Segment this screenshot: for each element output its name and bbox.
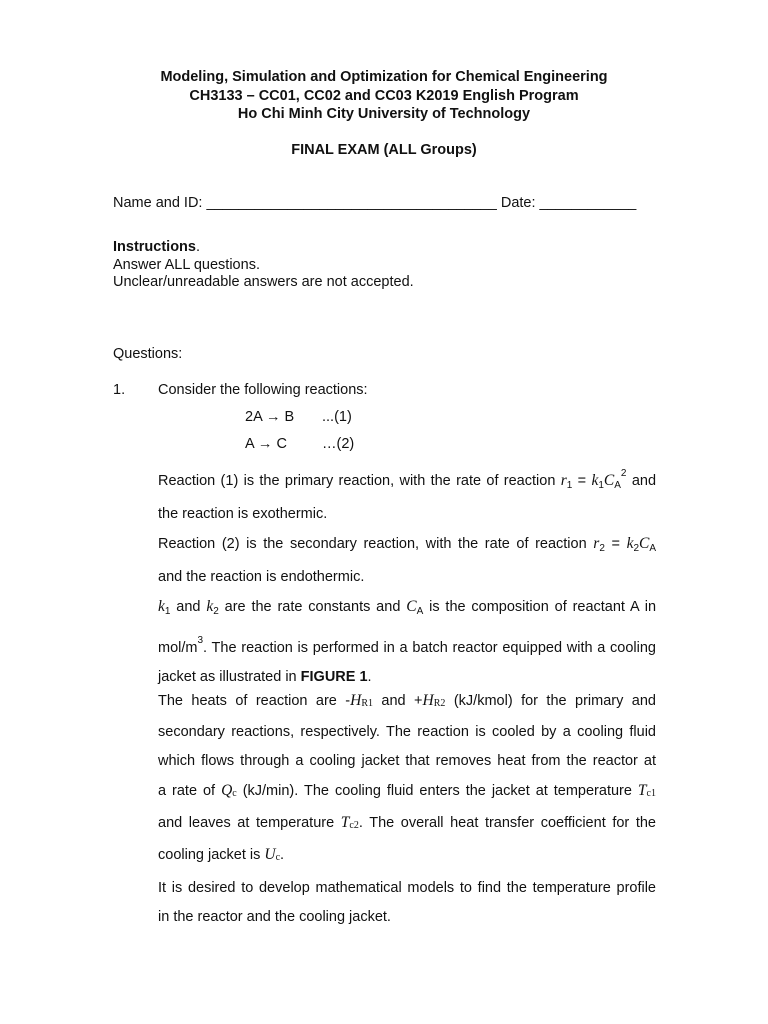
figure-reference: FIGURE 1 [300, 669, 368, 685]
reaction-1-tag: ...(1) [322, 409, 352, 425]
name-blank: ____________________________________ [206, 195, 497, 211]
instruction-line-2: Unclear/unreadable answers are not accepted. [113, 274, 414, 290]
instructions-heading-punct: . [195, 239, 201, 255]
reaction-2 [245, 436, 354, 452]
rate-expression-2: $r_2 = k_2C_A$ [593, 535, 657, 554]
name-id-line [113, 195, 658, 211]
paragraph-heats: The heats of reaction are -HR1 and +HR2 (kJ/kmol) for the primary and secondary reactions, respectively. The reaction is cooled by a cooling fluid which flows through a cooling jacket that removes heat from the reactor at a rate of Qc (kJ/min). The cooling fluid enters the jacket at temperature Tc1 and leaves at temperature Tc2. The overall heat transfer coefficient for the cooling jacket is Uc. [158, 692, 656, 863]
para1-line1: Reaction (1) is the primary reaction, with the rate of reaction $r_1 = k_1C_A^2$ and [158, 468, 657, 491]
university-name: Ho Chi Minh City University of Technology [237, 106, 531, 122]
para2-line2: and the reaction is endothermic. [158, 569, 365, 585]
reaction-2-rhs: C [276, 436, 287, 452]
document-header [0, 68, 768, 124]
reaction-1-rhs: B [284, 409, 295, 425]
date-blank: ____________ [539, 195, 637, 211]
rate-expression-1: $r_1 = k_1C_A^2$ [560, 468, 627, 491]
course-code: CH3133 – CC01, CC02 and CC03 K2019 English Program [189, 87, 579, 104]
arrow-icon: → [257, 436, 273, 452]
arrow-icon: → [265, 409, 281, 425]
reaction-1-lhs: 2A [245, 409, 262, 425]
reaction-2-tag: …(2) [322, 436, 355, 452]
exam-title: FINAL EXAM (ALL Groups) [291, 142, 477, 158]
name-label: Name and ID: [113, 195, 203, 211]
instructions-heading: Instructions [113, 239, 196, 255]
para3-line1: $k_1$ and $k_2$ are the rate constants and $C_A$ is the composition of reactant A in [158, 598, 657, 617]
instructions-block [113, 239, 414, 292]
para2-line1: Reaction (2) is the secondary reaction, with the rate of reaction $r_2 = k_2C_A$ [158, 535, 657, 554]
para3-line2: mol/$m^3$. The reaction is performed in a batch reactor equipped with a cooling [158, 635, 656, 656]
paragraph-objective: It is desired to develop mathematical models to find the temperature profile in the reactor and the cooling jacket. [158, 880, 656, 925]
instruction-line-1: Answer ALL questions. [113, 256, 260, 273]
question-number: 1. [113, 382, 126, 398]
para1-line2: the reaction is exothermic. [158, 506, 328, 522]
date-label: Date: [500, 195, 536, 211]
questions-label: Questions: [113, 346, 183, 362]
reaction-1 [245, 409, 352, 425]
course-title: Modeling, Simulation and Optimization for Chemical Engineering [160, 69, 608, 85]
question-body [158, 459, 656, 692]
question-intro: Consider the following reactions: [158, 382, 368, 398]
reaction-2-lhs: A [245, 436, 254, 452]
para3-line3: jacket as illustrated in FIGURE 1. [158, 669, 372, 685]
